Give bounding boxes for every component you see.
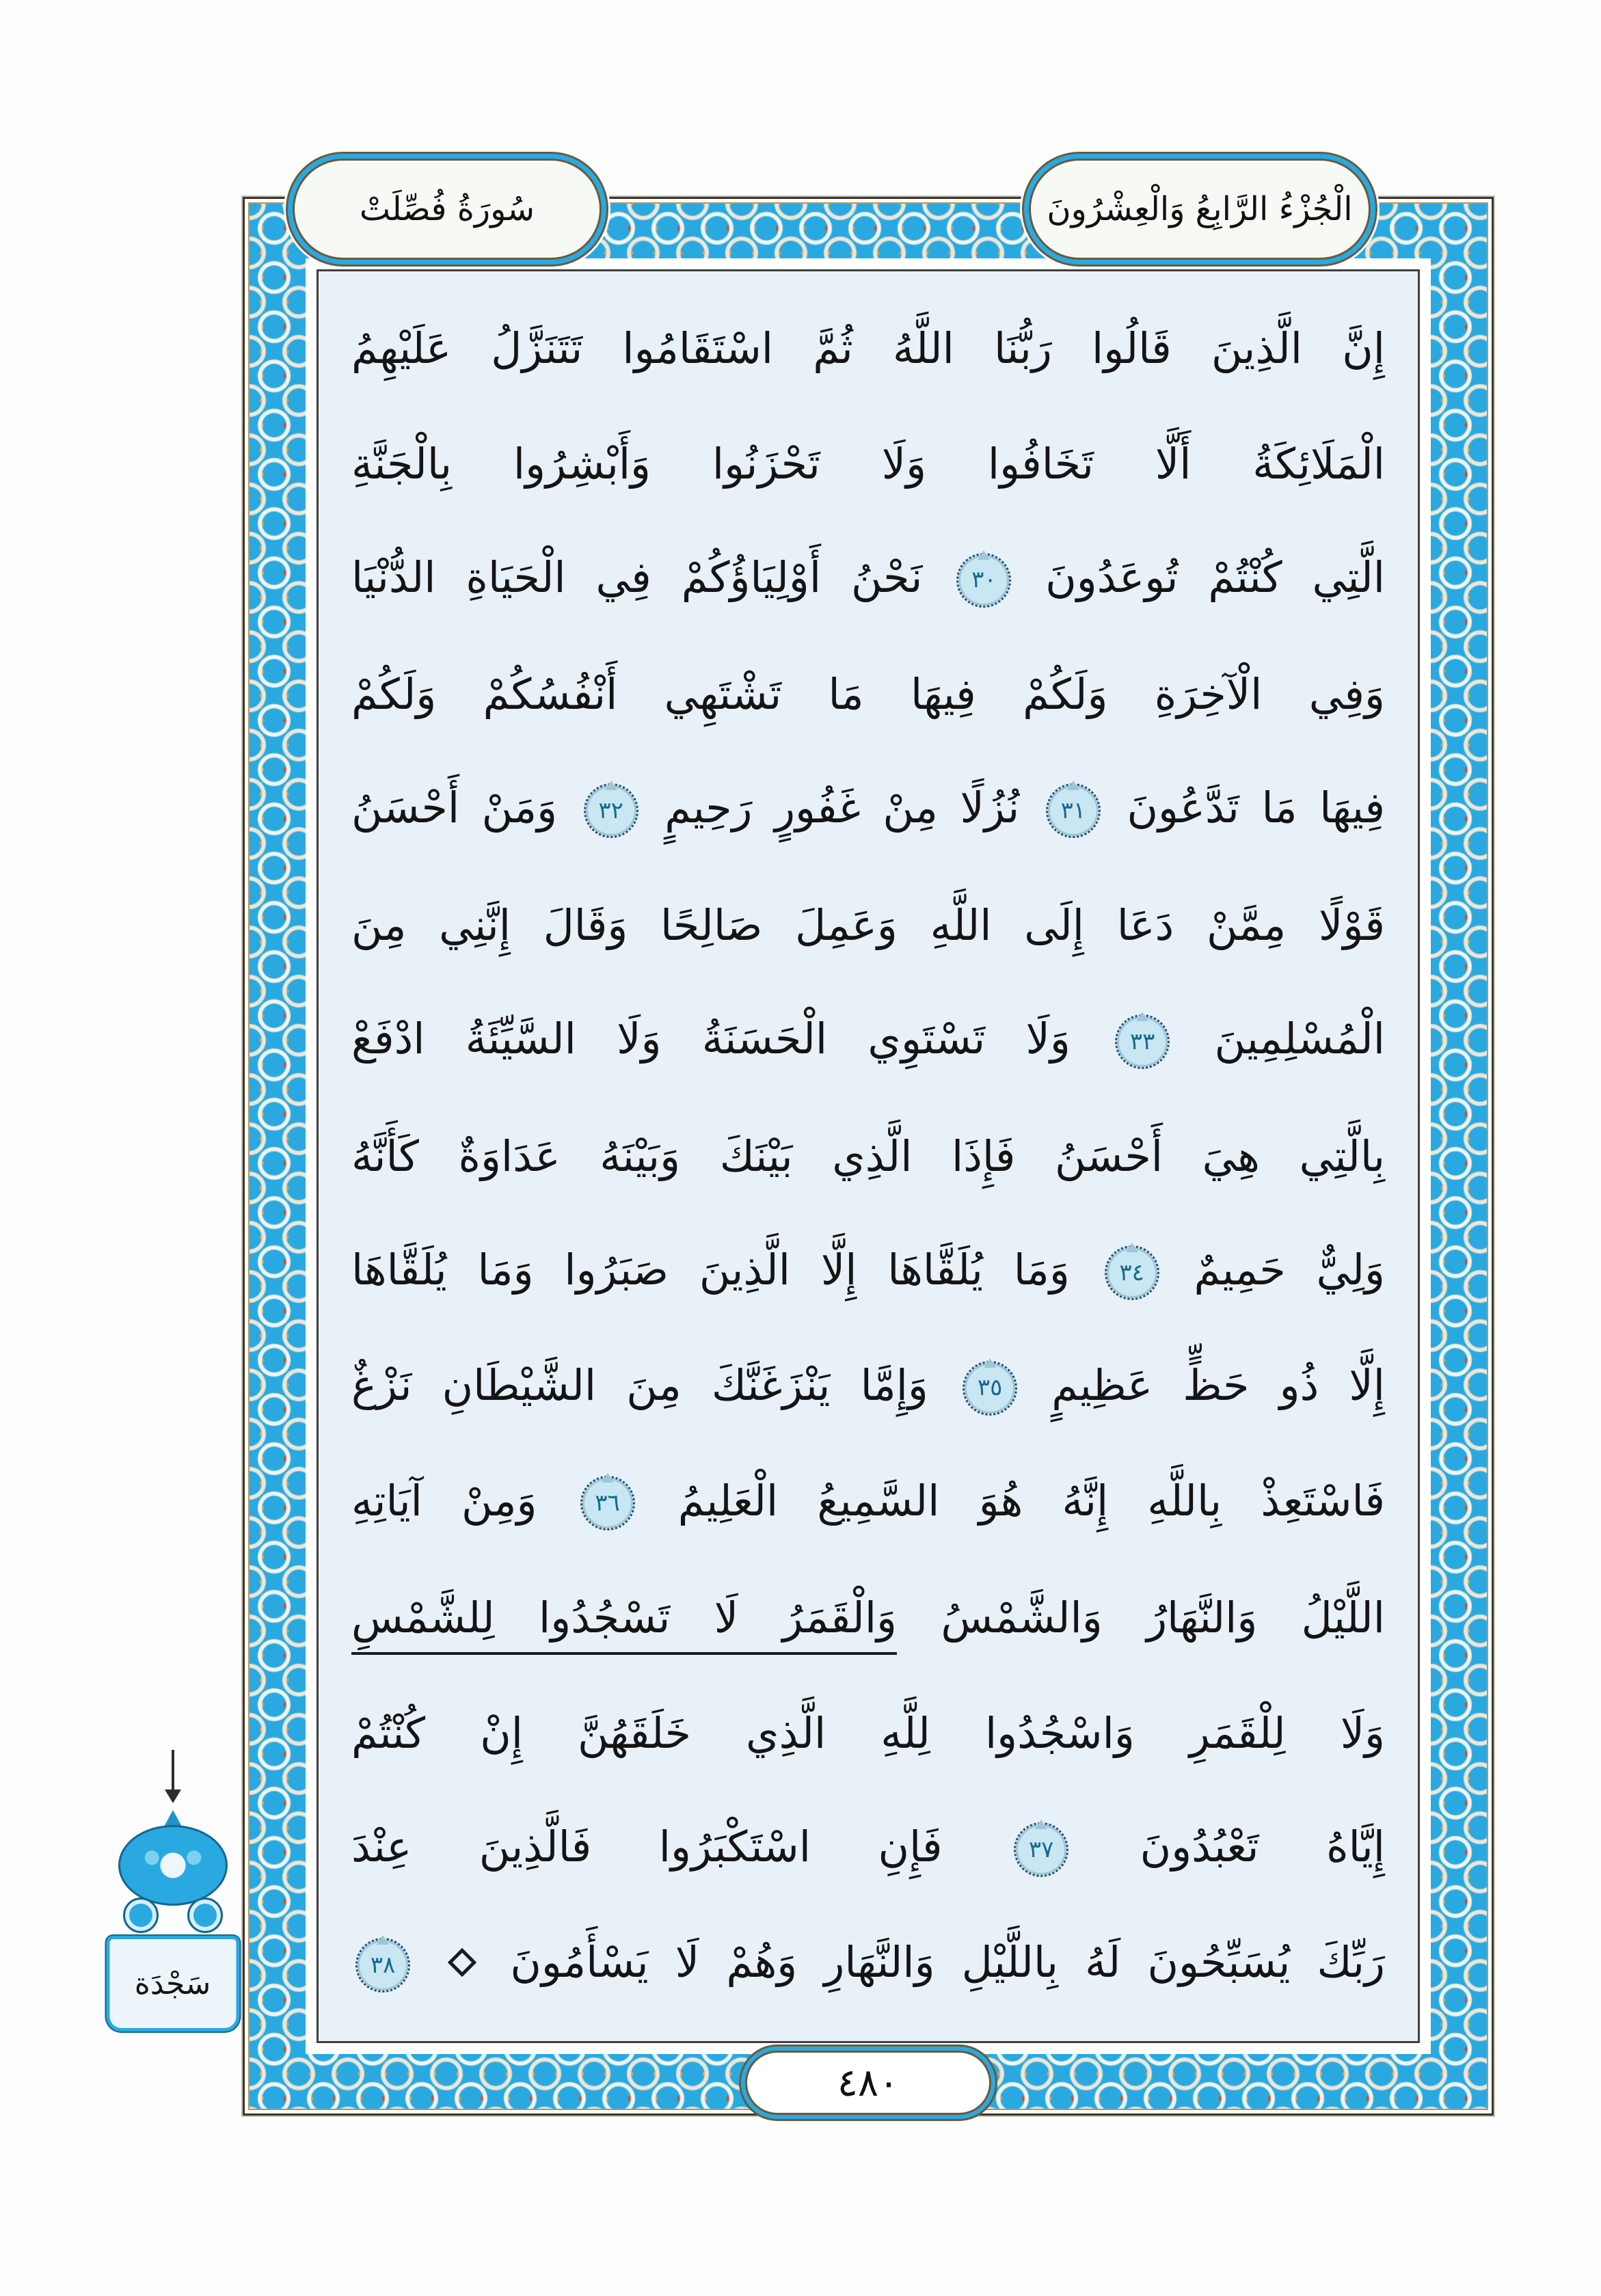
arabesque-border-band [248,202,1488,2110]
ayah-text: إِلَّا ذُو حَظٍّ عَظِيمٍ [1051,1360,1385,1410]
sajdah-label-box [106,1936,239,2031]
quran-line [351,1214,1385,1329]
ayah-text: نُزُلًا مِنْ غَفُورٍ رَحِيمٍ [664,783,1020,833]
verse-marker [1115,1014,1170,1069]
ayah-text: اللَّيْلُ وَالنَّهَارُ وَالشَّمْسُ [941,1593,1385,1643]
verse-number: ٣٣ [1129,1027,1155,1055]
ayah-text: وَلَا لِلْقَمَرِ وَاسْجُدُوا لِلَّهِ الَّذِي خَلَقَهُنَّ إِنْ كُنْتُمْ [351,1707,1385,1758]
verse-number: ٣٦ [595,1489,620,1517]
ayah-text: وَمَا يُلَقَّاهَا إِلَّا الَّذِينَ صَبَرُوا وَمَا يُلَقَّاهَا [351,1244,1070,1295]
quran-line [351,1791,1385,1906]
surah-name: سُورَةُ فُصِّلَتْ [359,190,535,228]
ayah-text: إِيَّاهُ تَعْبُدُونَ [1140,1822,1385,1872]
juz-name: الْجُزْءُ الرَّابِعُ وَالْعِشْرُونَ [1047,190,1353,228]
verse-marker [1014,1822,1068,1877]
ayah-text: الْمُسْلِمِينَ [1214,1014,1385,1064]
quran-line [351,291,1385,406]
verse-number: ٣٠ [971,566,997,594]
ayah-text: وَلِيٌّ حَمِيمٌ [1194,1244,1385,1295]
ayah-text: قَوْلًا مِمَّنْ دَعَا إِلَى اللَّهِ وَعَمِلَ صَالِحًا وَقَالَ إِنَّنِي مِنَ [351,900,1385,950]
verse-number: ٣١ [1060,797,1086,825]
surah-name-cartouche [293,159,602,260]
quran-line [351,752,1385,867]
ayah-text: وَلَا تَسْتَوِي الْحَسَنَةُ وَلَا السَّيِّئَةُ ادْفَعْ [351,1014,1071,1064]
verse-number: ٣٥ [977,1374,1003,1402]
ayah-text: وَمَنْ أَحْسَنُ [351,783,558,833]
verse-number: ٣٧ [1028,1835,1054,1863]
ayah-text: وَفِي الْآخِرَةِ وَلَكُمْ فِيهَا مَا تَشْتَهِي أَنْفُسُكُمْ وَلَكُمْ [351,669,1385,720]
verse-number: ٣٨ [370,1951,396,1979]
page-number: ٤٨٠ [837,2060,900,2105]
quran-line [351,1445,1385,1561]
verse-marker [1105,1245,1159,1300]
ayah-text: رَبِّكَ يُسَبِّحُونَ لَهُ بِاللَّيْلِ وَالنَّهَارِ وَهُمْ لَا يَسْأَمُونَ [510,1937,1385,1987]
sajdah-ornament [96,1750,250,2044]
ayah-text: فَإِنِ اسْتَكْبَرُوا فَالَّذِينَ عِنْدَ [351,1822,943,1872]
quran-text-area [317,269,1420,2043]
juz-name-cartouche [1029,159,1371,260]
ayah-text: إِنَّ الَّذِينَ قَالُوا رَبُّنَا اللَّهُ ثُمَّ اسْتَقَامُوا تَتَنَزَّلُ عَلَيْهِمُ [351,323,1385,373]
verse-marker [956,553,1011,608]
verse-marker [580,1476,635,1530]
verse-number: ٣٢ [598,797,623,825]
sajdah-label: سَجْدَة [134,1966,211,2001]
quran-line [351,1906,1385,2022]
ayah-text: فِيهَا مَا تَدَّعُونَ [1127,783,1385,833]
ayah-text: الَّتِي كُنْتُمْ تُوعَدُونَ [1045,552,1385,602]
ayah-text: بِالَّتِي هِيَ أَحْسَنُ فَإِذَا الَّذِي بَيْنَكَ وَبَيْنَهُ عَدَاوَةٌ كَأَنَّهُ [351,1131,1385,1181]
quran-line [351,1098,1385,1214]
frame-inner-margin [306,258,1431,2054]
sajdah-prostration-symbol [448,1948,476,1977]
page-number-cartouche [745,2051,991,2115]
quran-line [351,522,1385,637]
verse-marker [584,783,638,838]
verse-number: ٣٤ [1119,1258,1144,1286]
sajdah-arrow-icon [159,1750,187,1809]
quran-line [351,867,1385,983]
verse-marker [963,1361,1017,1416]
ayah-text: الْمَلَائِكَةُ أَلَّا تَخَافُوا وَلَا تَحْزَنُوا وَأَبْشِرُوا بِالْجَنَّةِ [351,438,1385,489]
quran-line [351,406,1385,522]
ayah-text: وَإِمَّا يَنْزَغَنَّكَ مِنَ الشَّيْطَانِ نَزْغٌ [351,1360,928,1410]
verse-marker [1046,783,1101,838]
quran-line [351,1329,1385,1445]
verse-marker [355,1938,410,1993]
page-frame [243,197,1494,2116]
quran-line [351,1675,1385,1791]
quran-line [351,1560,1385,1675]
sajdah-dome-icon [115,1810,231,1940]
quran-line [351,637,1385,753]
sajdah-underlined-text: وَالْقَمَرُ لَا تَسْجُدُوا لِلشَّمْسِ [351,1593,897,1655]
quran-line [351,983,1385,1098]
ayah-text: نَحْنُ أَوْلِيَاؤُكُمْ فِي الْحَيَاةِ الدُّنْيَا [351,552,923,602]
ayah-text: فَاسْتَعِذْ بِاللَّهِ إِنَّهُ هُوَ السَّمِيعُ الْعَلِيمُ [677,1475,1385,1526]
ayah-text: وَمِنْ آيَاتِهِ [351,1475,537,1526]
